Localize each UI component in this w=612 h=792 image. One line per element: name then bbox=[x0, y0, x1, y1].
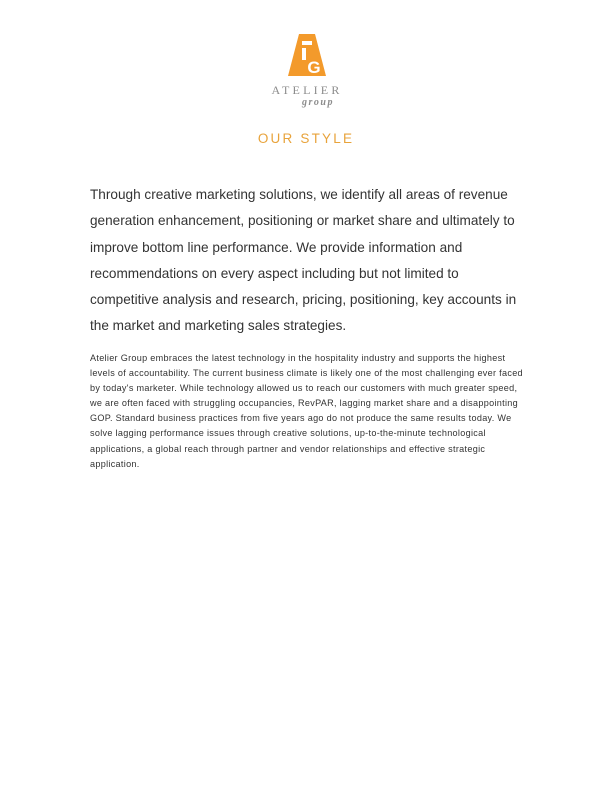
logo-wordmark: ATELIER bbox=[271, 83, 343, 97]
body-paragraph: Atelier Group embraces the latest technology in the hospitality industry and supports the highest levels of accountability. The current business climate is likely one of the most challenging ever faced by today's marketer. While technology allowed us to reach our customers with much greater speed, we are often faced with struggling occupancies, RevPAR, lagging market share and a disappointing GOP. Standard business practices from five years ago do not produce the same results today. We solve lagging performance issues through creative solutions, up-to-the-minute technological applications, a global reach through partner and vendor relationships and effective strategic application. bbox=[90, 353, 523, 469]
lead-paragraph: Through creative marketing solutions, we identify all areas of revenue generation enhancement, positioning or market share and ultimately to improve bottom line performance. We provide information and recommendations on every aspect including but not limited to competitive analysis and research, pricing, positioning, key accounts in the market and marketing sales strategies. bbox=[90, 187, 517, 334]
logo-subtitle: group bbox=[302, 97, 334, 108]
logo-initial-g: G bbox=[307, 58, 321, 76]
section-heading: OUR STYLE bbox=[257, 131, 355, 146]
ag-monogram-logo-icon bbox=[288, 34, 326, 76]
atelier-group-logo bbox=[262, 34, 352, 112]
